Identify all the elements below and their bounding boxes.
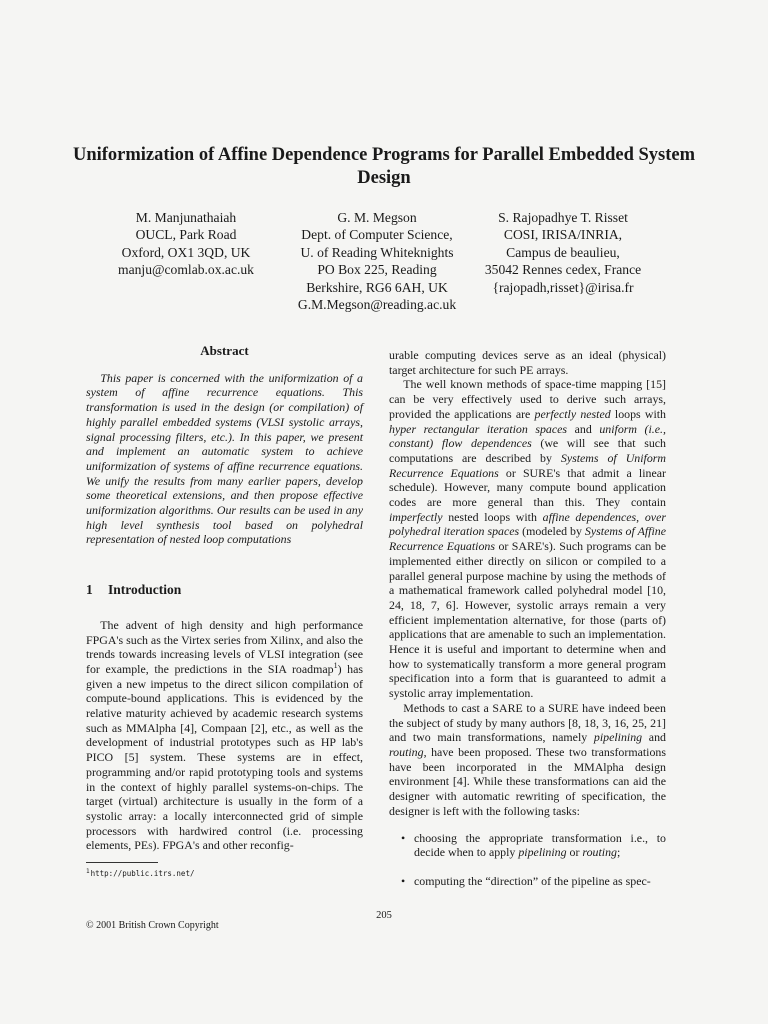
task-list: [389, 831, 666, 889]
footnote-divider: [86, 862, 158, 863]
emphasis: Systems of Uniform Recurrence Equations: [389, 450, 666, 480]
section-number: 1: [86, 582, 93, 598]
author-email: G.M.Megson@reading.ac.uk: [297, 297, 457, 313]
text-run: or: [566, 845, 583, 860]
right-column: [389, 348, 666, 903]
author-affiliation: COSI, IRISA/INRIA,: [503, 227, 623, 243]
footnote: [86, 867, 363, 882]
author-address: 35042 Rennes cedex, France: [484, 262, 642, 278]
text-run: PEs: [134, 838, 153, 853]
emphasis: routing: [582, 845, 617, 860]
author-affiliation: U. of Reading Whiteknights: [300, 244, 454, 260]
author-block-megson: [266, 209, 488, 313]
emphasis: pipelining: [518, 845, 567, 860]
author-address: Oxford, OX1 3QD, UK: [121, 244, 251, 260]
text-run: ;: [617, 845, 621, 860]
text-run: PE: [519, 362, 534, 377]
author-name: M. Manjunathaiah: [135, 210, 237, 225]
emphasis: imperfectly: [389, 509, 443, 524]
author-name: S. Rajopadhye T. Risset: [498, 210, 628, 225]
text-run: and: [642, 730, 666, 745]
footnote-reference: 1: [333, 660, 338, 670]
text-run: or SURE's that admit a linear schedule). However, many compute bound application codes are more general than this. They contain: [389, 465, 666, 510]
text-run: (modeled by: [519, 524, 585, 539]
bullet-icon: •: [401, 873, 406, 888]
author-address: PO Box 225, Reading: [317, 262, 437, 278]
bullet-icon: •: [401, 830, 406, 845]
abstract-heading: Abstract: [200, 343, 249, 358]
list-item: [398, 831, 666, 860]
text-run: nested loops with: [442, 509, 543, 524]
paper-title: Uniformization of Affine Dependence Programs for Parallel Embedded System Design: [72, 145, 696, 188]
page-number: 205: [376, 910, 392, 921]
author-name: G. M. Megson: [337, 210, 417, 225]
text-run: computing the “direction” of the pipeline as spec-: [414, 873, 651, 888]
author-department: Dept. of Computer Science,: [301, 227, 453, 243]
author-block-rajopadhye-risset: [463, 209, 663, 296]
emphasis: Systems of Affine Recurrence Equations: [389, 524, 666, 554]
emphasis: affine dependences, over polyhedral iteration spaces: [389, 509, 666, 539]
emphasis: hyper rectangular iteration spaces: [389, 421, 568, 436]
text-run: (we will see that such computations are described by: [389, 436, 666, 465]
emphasis: routing: [389, 744, 424, 759]
text-run: The well known methods of space-time mapping [15] can be very effectively used to derive such arrays, provided the applications are: [389, 377, 666, 421]
author-affiliation: OUCL, Park Road: [135, 227, 237, 243]
section-title: Introduction: [108, 582, 182, 598]
footnote-mark: 1: [86, 867, 90, 875]
text-run: The advent of high density and high performance FPGA's such as the Virtex series from Xilinx, and also the trends towards increasing levels of VLSI integration (see for example, the predictions in the SIA roadmap: [86, 617, 363, 676]
author-address: Campus de beaulieu,: [506, 244, 620, 260]
author-block-manjunathaiah: [86, 209, 286, 279]
text-run: and: [567, 421, 600, 436]
text-run: Methods to cast a SARE to a SURE have indeed been the subject of study by many authors [8, 18, 3, 16, 25, 21] and two main transformations, namely: [389, 700, 666, 745]
text-run: urable computing devices serve as an ideal (physical) target architecture for such: [389, 348, 666, 377]
text-run: , have been proposed. These two transformations have been incorporated in the MMAlpha design environment [4]. While these transformations can aid the designer with automatic rewriting of specification, the designer is left with the following tasks:: [389, 744, 666, 818]
paragraph-continued: [389, 348, 666, 377]
text-run: ) has given a new impetus to the direct silicon compilation of compute-bound applications. This is evidenced by the relative maturity achieved by academic research systems such as MMAlpha [4], Compaan [2], etc., as well as the development of industrial prototypes such as HP lab's PICO [5] system. These systems are in effect, programming and/or rapid prototyping tools and systems in the context of highly parallel systems-on-chips. The target (virtual) architecture is usually in the form of a systolic array: a locally interconnected grid of simple processors with hardwired control (i.e. processing elements,: [86, 661, 363, 853]
author-email: {rajopadh,risset}@irisa.fr: [492, 279, 634, 295]
text-run: loops with: [610, 406, 666, 421]
abstract-text: This paper is concerned with the uniformization of a system of affine recurrence equations. This transformation is used in the design (or compilation) of highly parallel embedded systems (VLSI systolic arrays, signal processing filters, etc.). In this paper, we present and implement an automatic system to achieve uniformization of systems of affine recurrence equations. We unify the results from many earlier papers, develop some theoretical extensions, and then propose effective uniformization algorithms. Our results can be used in any high level synthesis tool based on polyhedral representation of nested loop computations: [86, 370, 363, 547]
text-run: choosing the appropriate transformation i.e., to decide when to apply: [414, 830, 666, 860]
author-address: Berkshire, RG6 6AH, UK: [306, 279, 448, 295]
paragraph-sare-to-sure: [389, 701, 666, 819]
text-run: arrays.: [533, 362, 569, 377]
section-heading-introduction: [86, 583, 363, 598]
list-item: [398, 874, 666, 889]
copyright-notice: © 2001 British Crown Copyright: [86, 920, 219, 931]
author-email: manju@comlab.ox.ac.uk: [118, 262, 254, 278]
paragraph-space-time-mapping: [389, 377, 666, 700]
text-run: ). FPGA's and other reconfig-: [152, 838, 294, 853]
emphasis: uniform (i.e., constant) flow dependences: [389, 421, 666, 451]
emphasis: perfectly nested: [534, 406, 611, 421]
text-run: or SARE's). Such programs can be implemented either directly on silicon or compiled to a parallel general purpose machine by using the methods of a mathematical framework called polyhedral model [10, 24, 18, 7, 6]. However, systolic arrays remain a very efficient implementation alternative, for those (parts of) applications that are amenable to such an implementation. Hence it is useful and important to determine when and how to systematically transform a more general program specification into a form that is guaranteed to admit a systolic array implementation.: [389, 539, 666, 701]
emphasis: pipelining: [593, 730, 643, 745]
footnote-url: http://public.itrs.net/: [90, 869, 195, 879]
introduction-paragraph: [86, 618, 363, 853]
left-column: [86, 344, 363, 882]
